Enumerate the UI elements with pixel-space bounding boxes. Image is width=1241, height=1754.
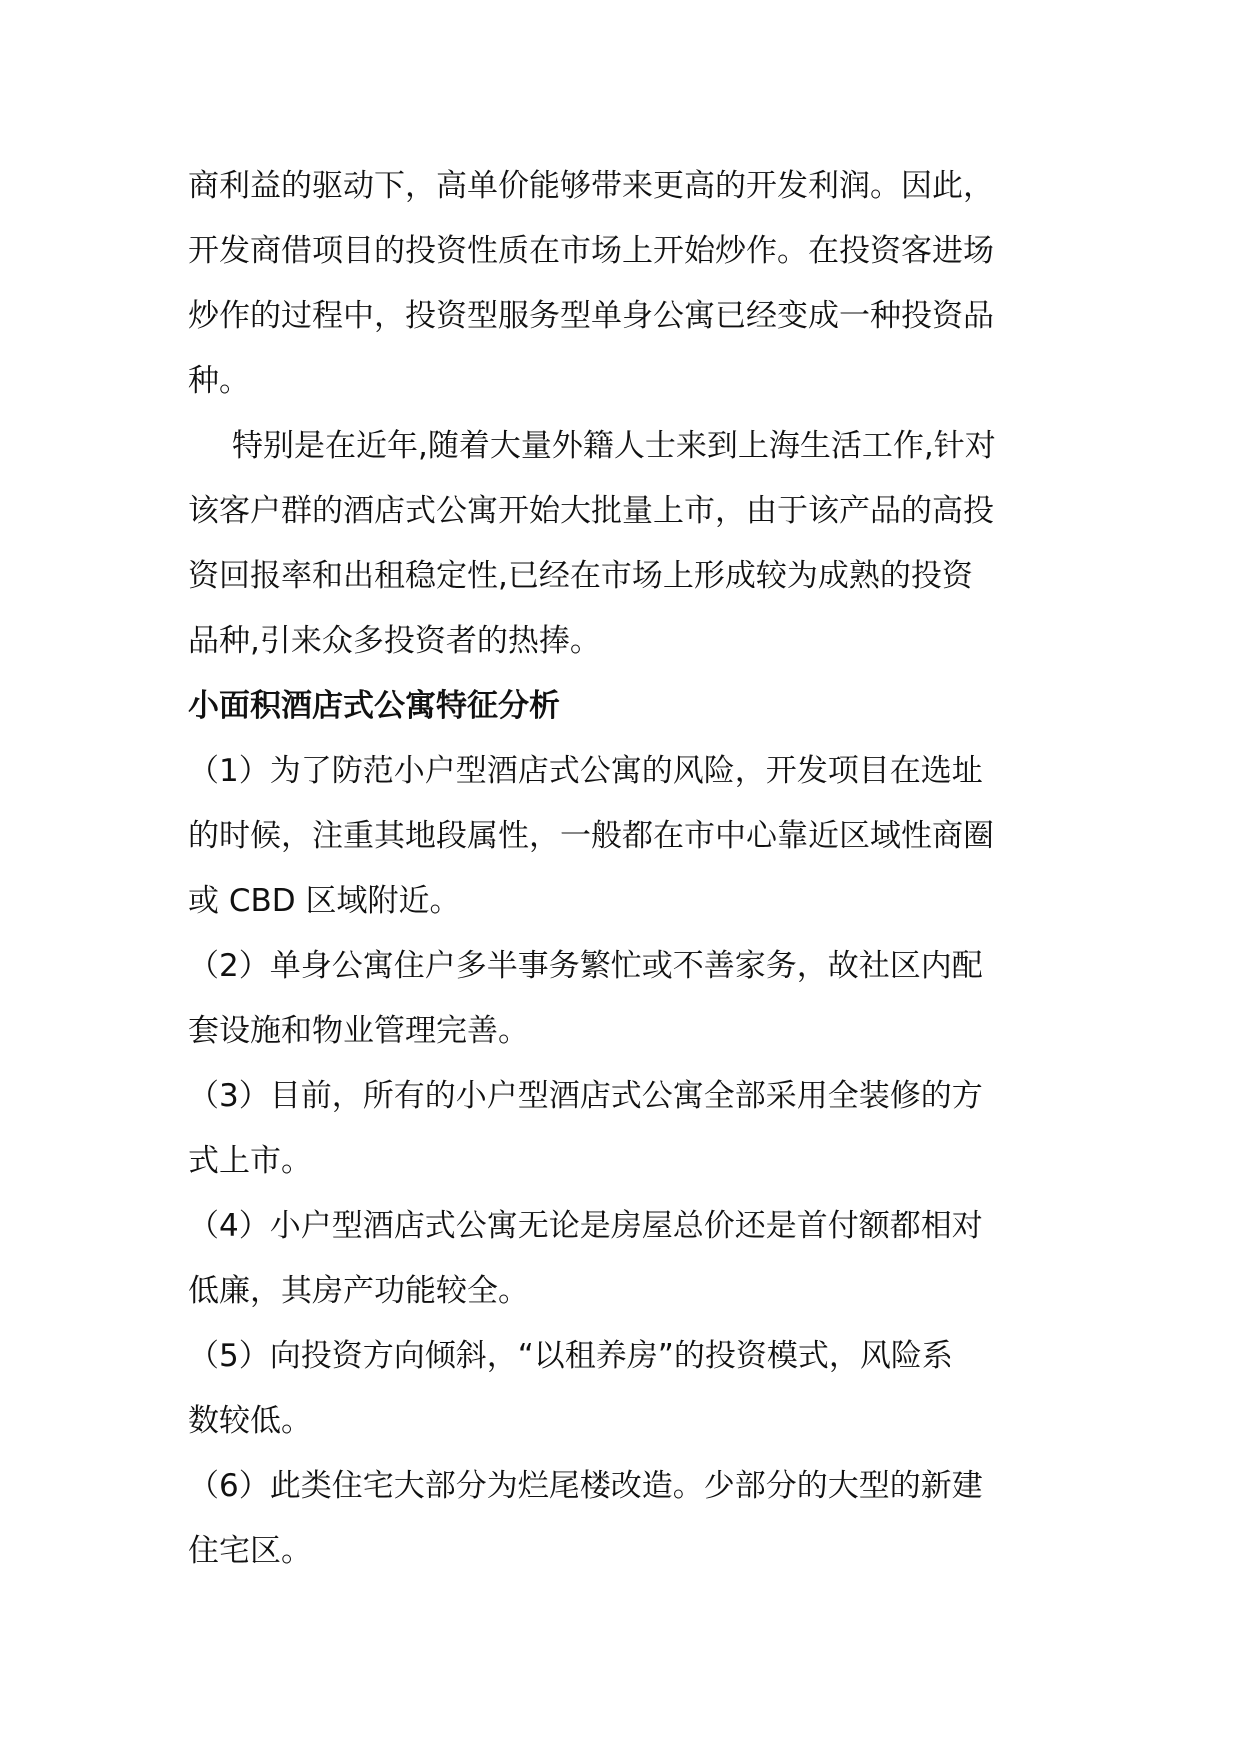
text-line: 低廉，其房产功能较全。: [188, 1273, 529, 1309]
text-line: 住宅区。: [188, 1533, 312, 1569]
text-line: 式上市。: [188, 1143, 312, 1179]
text-line: 资回报率和出租稳定性,已经在市场上形成较为成熟的投资: [188, 558, 973, 594]
feature-list: [188, 739, 1068, 1584]
text-line: 开发商借项目的投资性质在市场上开始炒作。在投资客进场: [188, 233, 994, 269]
list-item: [188, 1194, 1068, 1324]
text-line: 品种,引来众多投资者的热捧。: [188, 623, 601, 659]
document-page: [188, 154, 1068, 1584]
text-line: （5）向投资方向倾斜，“以租养房”的投资模式，风险系: [188, 1338, 953, 1374]
text-line: 炒作的过程中，投资型服务型单身公寓已经变成一种投资品: [188, 298, 994, 334]
paragraph-2: [188, 414, 1068, 674]
list-item: [188, 739, 1068, 934]
list-item: [188, 934, 1068, 1064]
text-line: 种。: [188, 363, 250, 399]
text-line: 特别是在近年,随着大量外籍人士来到上海生活工作,针对: [232, 428, 996, 464]
text-line: （3）目前，所有的小户型酒店式公寓全部采用全装修的方: [188, 1078, 983, 1114]
text-line: 套设施和物业管理完善。: [188, 1013, 529, 1049]
text-line: 数较低。: [188, 1403, 312, 1439]
text-line: 或 CBD 区域附近。: [188, 883, 461, 919]
paragraph-1: [188, 154, 1068, 414]
list-item: [188, 1454, 1068, 1584]
list-item: [188, 1324, 1068, 1454]
text-line: 的时候，注重其地段属性，一般都在市中心靠近区域性商圈: [188, 818, 994, 854]
text-line: （6）此类住宅大部分为烂尾楼改造。少部分的大型的新建: [188, 1468, 983, 1504]
text-line: 该客户群的酒店式公寓开始大批量上市，由于该产品的高投: [188, 493, 994, 529]
section-heading: 小面积酒店式公寓特征分析: [188, 688, 560, 724]
text-line: （1）为了防范小户型酒店式公寓的风险，开发项目在选址: [188, 753, 983, 789]
list-item: [188, 1064, 1068, 1194]
text-line: 商利益的驱动下，高单价能够带来更高的开发利润。因此，: [188, 168, 994, 204]
text-line: （2）单身公寓住户多半事务繁忙或不善家务，故社区内配: [188, 948, 983, 984]
text-line: （4）小户型酒店式公寓无论是房屋总价还是首付额都相对: [188, 1208, 983, 1244]
